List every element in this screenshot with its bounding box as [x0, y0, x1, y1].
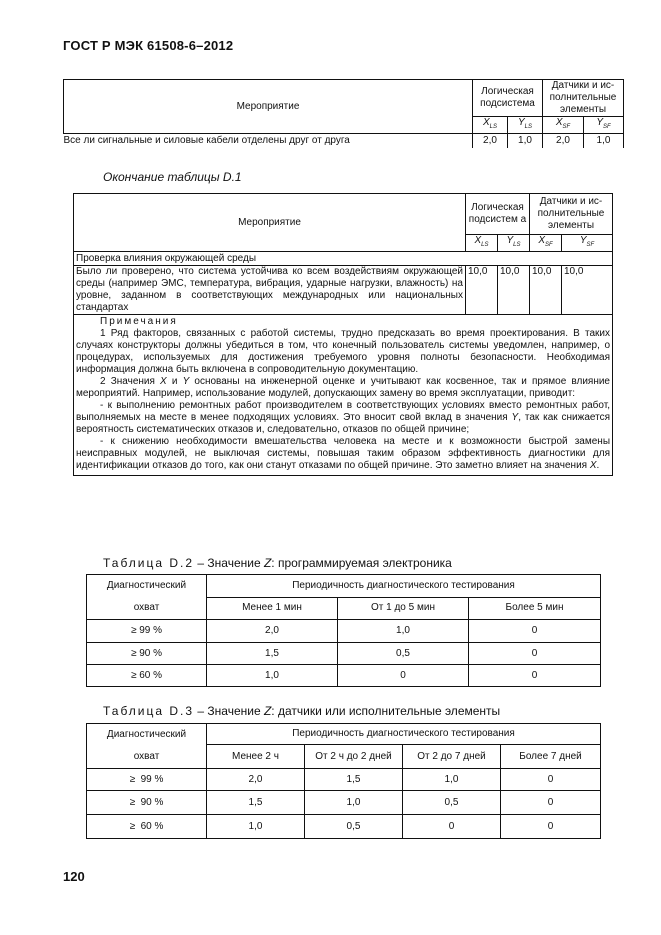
note-2: 2 Значения X и Y основаны на инженерной оценке и учитывают как косвенное, так и прямое влияние мероприятий. Например, использование модулей, допускающих замену во время эксплуатации, приводит: [76, 376, 610, 399]
sym-xsf: $X_{SF}$ [543, 117, 584, 134]
d3-cov: ≥ 99 % [87, 769, 207, 791]
d3-cell: 1,0 [305, 791, 403, 815]
d1-cell-ysf: 10,0 [562, 266, 613, 315]
d1-sym-yls: $Y_{LS}$ [498, 235, 530, 252]
d1-col-event-header: Мероприятие [74, 194, 466, 252]
d2-col-period: Периодичность диагностического тестирования [207, 575, 601, 598]
d2-cell: 1,0 [207, 665, 338, 687]
d1-cell-xls: 10,0 [466, 266, 498, 315]
d3-cell: 0,5 [305, 815, 403, 839]
table-row [87, 665, 601, 687]
table-top [63, 79, 624, 148]
d1-sym-xls: $X_{LS}$ [466, 235, 498, 252]
d2-cell: 0 [469, 665, 601, 687]
cell-ysf: 1,0 [584, 134, 624, 148]
d2-cov: ≥ 60 % [87, 665, 207, 687]
notes-title: Примечания [100, 316, 178, 327]
col-logic-header: Логическая подсистема [473, 80, 543, 117]
table-d1-caption: Окончание таблицы D.1 [103, 170, 242, 184]
d3-cell: 2,0 [207, 769, 305, 791]
table-d3-caption: Таблица D.3 – Значение Z: датчики или исполнительные элементы [103, 704, 501, 718]
d2-subcol: От 1 до 5 мин [338, 597, 469, 620]
note-1: 1 Ряд факторов, связанных с работой системы, трудно предсказать во время проектирования. В таких случаях конструкторы должны убедиться в том, что конечный пользователь системы уведомлен, например, о процедурах, используемых для достижения требуемого уровня полноты безопасности. Необходимая информация должна быть включена в сопроводительную документацию. [76, 328, 611, 375]
note-4: - к снижению необходимости вмешательства человека на месте и к возможности быстрой замены неисправных модулей, не выключая системы, повышая таким образом эффективность диагностики для идентификации отказов до того, как они станут отказами по общей причине. Это заметно влияет на значения X. [76, 436, 611, 471]
table-row [87, 643, 601, 665]
table-d2-caption: Таблица D.2 – Значение Z: программируемая электроника [103, 556, 452, 570]
d1-col-sensors-header: Датчики и ис-полнительные элементы [530, 194, 613, 235]
d2-cell: 0 [469, 643, 601, 665]
d1-section-title: Проверка влияния окружающей среды [74, 252, 613, 266]
table-row [87, 769, 601, 791]
d3-subcol: От 2 до 7 дней [403, 745, 501, 769]
note-3: - к выполнению ремонтных работ производителем в соответствующих условиях вместо ремонтных работ, выполняемых на месте в менее подходящих условиях. Это вносит свой вклад в значения Y, так как снижается вероятность систематических отказов и, следовательно, отказов по общей причине; [76, 400, 611, 435]
d1-notes [74, 315, 613, 476]
d3-subcol: Менее 2 ч [207, 745, 305, 769]
table-d1 [73, 193, 613, 476]
d2-cov: ≥ 90 % [87, 643, 207, 665]
d3-cov: ≥ 60 % [87, 815, 207, 839]
d3-cell: 1,5 [305, 769, 403, 791]
d3-subcol: Более 7 дней [501, 745, 601, 769]
d2-col-coverage: Диагностический охват [87, 575, 207, 620]
d2-cell: 0 [469, 620, 601, 643]
cell-xls: 2,0 [473, 134, 508, 148]
d2-subcol: Более 5 мин [469, 597, 601, 620]
col-event-header: Мероприятие [64, 80, 473, 134]
table-d3 [86, 723, 601, 839]
document-header: ГОСТ Р МЭК 61508-6–2012 [63, 38, 234, 53]
d3-cell: 0 [403, 815, 501, 839]
d2-cell: 2,0 [207, 620, 338, 643]
d1-col-logic-header: Логическая подсистем а [466, 194, 530, 235]
d3-cell: 0 [501, 769, 601, 791]
page-number: 120 [63, 869, 85, 884]
d3-cell: 0 [501, 791, 601, 815]
d1-cell-xsf: 10,0 [530, 266, 562, 315]
d2-cell: 0 [338, 665, 469, 687]
d3-cell: 1,5 [207, 791, 305, 815]
d3-col-coverage: Диагностический охват [87, 724, 207, 769]
sym-xls: $X_{LS}$ [473, 117, 508, 134]
d2-cell: 0,5 [338, 643, 469, 665]
d3-cell: 1,0 [403, 769, 501, 791]
cell-yls: 1,0 [508, 134, 543, 148]
d1-row-text: Было ли проверено, что система устойчива ко всем воздействиям окружающей среды (например ЭМС, температура, вибрация, ударные нагрузки, влажность) на уровне, заданном в соответствующих международных или национальных стандартах [74, 266, 466, 315]
d1-sym-xsf: $X_{SF}$ [530, 235, 562, 252]
d3-cell: 0,5 [403, 791, 501, 815]
d3-subcol: От 2 ч до 2 дней [305, 745, 403, 769]
cell-xsf: 2,0 [543, 134, 584, 148]
d2-subcol: Менее 1 мин [207, 597, 338, 620]
col-sensors-header: Датчики и ис-полнительные элементы [543, 80, 624, 117]
d3-cell: 1,0 [207, 815, 305, 839]
d2-cell: 1,0 [338, 620, 469, 643]
row-text: Все ли сигнальные и силовые кабели отделены друг от друга [64, 134, 473, 148]
table-row [87, 620, 601, 643]
d3-cov: ≥ 90 % [87, 791, 207, 815]
d3-cell: 0 [501, 815, 601, 839]
table-row [87, 791, 601, 815]
d3-col-period: Периодичность диагностического тестирования [207, 724, 601, 745]
sym-yls: $Y_{LS}$ [508, 117, 543, 134]
table-d2 [86, 574, 601, 687]
sym-ysf: $Y_{SF}$ [584, 117, 624, 134]
d2-cov: ≥ 99 % [87, 620, 207, 643]
d2-cell: 1,5 [207, 643, 338, 665]
d1-sym-ysf: $Y_{SF}$ [562, 235, 613, 252]
table-row [87, 815, 601, 839]
d1-cell-yls: 10,0 [498, 266, 530, 315]
